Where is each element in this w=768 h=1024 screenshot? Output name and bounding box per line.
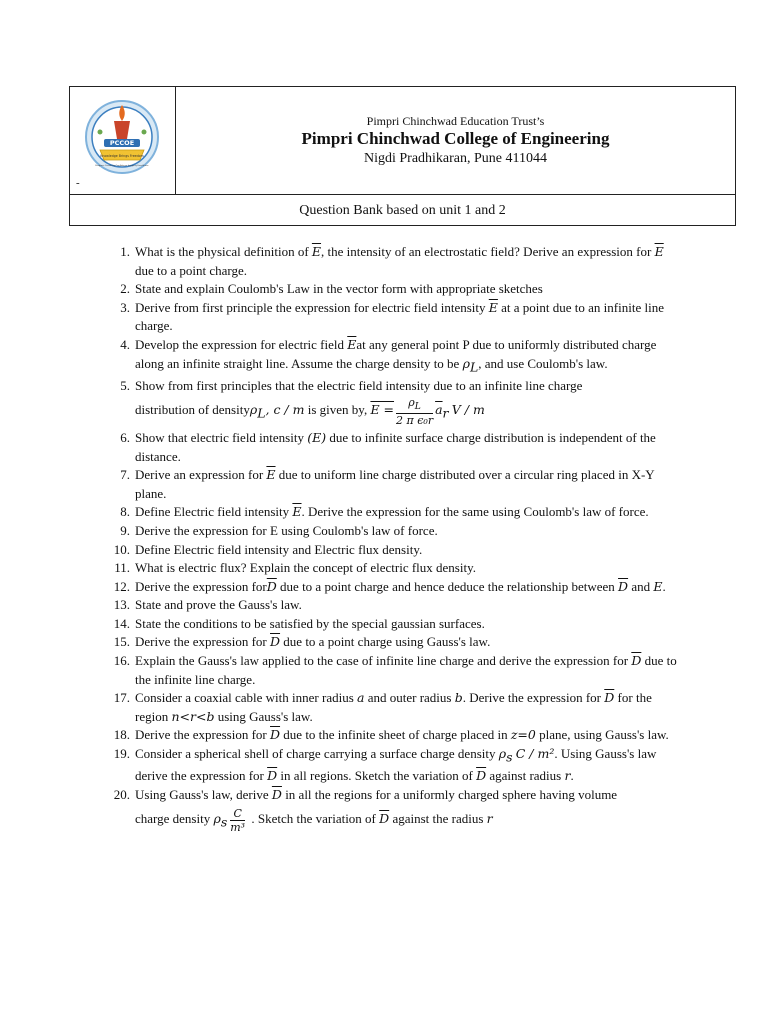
question-item: 9. Derive the expression for E using Coulomb's law of force. xyxy=(120,522,438,538)
question-item: 1. What is the physical definition of $\overline{E}$, the intensity of an electrostatic field? Derive an expression for $\overline{E}$ due to a point charge. xyxy=(120,244,664,278)
question-item: 7. Derive an expression for $\overline{E}$ due to uniform line charge distributed over a circular ring placed in X-Y plane. xyxy=(120,467,655,501)
question-item: 10. Define Electric field intensity and Electric flux density. xyxy=(113,541,423,557)
charge-density-fraction: $\frac{C}{\text{m³}}$ xyxy=(230,806,246,834)
question-bank-title: Question Bank based on unit 1 and 2 xyxy=(299,203,506,218)
question-list xyxy=(108,243,678,838)
formula-fraction: $\frac{\rho_L}{\text{2 π ϵ₀r}}$ xyxy=(396,395,434,427)
logo-cell xyxy=(70,87,176,194)
question-item: 18. Derive the expression for $\overline{D}$ due to the infinite sheet of charge placed in z=0 plane, using Gauss's law. xyxy=(113,727,669,743)
question-item: 12. Derive the expression $for\overline{D}$ due to a point charge and hence deduce the relationship between $\overline{D}$ and E. xyxy=(113,578,666,594)
logo-dash: - xyxy=(76,177,80,189)
question-item: 14. State the conditions to be satisfied by the special gaussian surfaces. xyxy=(113,615,485,631)
title-cell xyxy=(176,87,735,194)
question-item: 15. Derive the expression for $\overline{D}$ due to a point charge using Gauss's law. xyxy=(113,634,491,650)
question-item: 11. What is electric flux? Explain the concept of electric flux density. xyxy=(114,560,476,576)
header-table xyxy=(69,86,736,226)
question-item: 2. State and explain Coulomb's Law in the vector form with appropriate sketches xyxy=(120,281,543,297)
question-item: 16. Explain the Gauss's law applied to the case of infinite line charge and derive the expression for $\overline{D}$ due to the infinite line charge. xyxy=(113,653,677,687)
logo-tagline: Knowledge Brings Freedom xyxy=(100,154,144,158)
question-item: 17. Consider a coaxial cable with inner radius a and outer radius b. Derive the expression for $\overline{D}$ for the region n<r<b using Gauss's law. xyxy=(113,690,652,724)
question-item: 13. State and prove the Gauss's law. xyxy=(113,597,302,613)
college-address: Nigdi Pradhikaran, Pune 411044 xyxy=(363,151,547,166)
question-item: 6. Show that electric field intensity (E) due to infinite surface charge distribution is independent of the distance. xyxy=(120,429,656,464)
college-name: Pimpri Chinchwad College of Engineering xyxy=(301,129,610,148)
question-item: 4. Develop the expression for electric field $\overline{E}at$ any general point P due to uniformly distributed charge along an infinite straight line. Assume the charge density to be $\rho_L$, and use Coulomb's law. xyxy=(120,336,657,375)
trust-name: Pimpri Chinchwad Education Trust’s xyxy=(366,114,545,128)
question-item: 5. Show from first principles that the electric field intensity due to an infinite line charge distribution of densityρ$_L$, c / m is given by, E = $\frac{\rho_L}{\text{2 π ϵ₀r}}$ $\overline{a}_r$ V / m xyxy=(120,377,583,427)
question-item: 3. Derive from first principle the expression for electric field intensity $\overline{E}$ at a point due to an infinite line charge. xyxy=(120,299,664,334)
logo-text: PCCOE xyxy=(109,139,135,147)
question-item: 8. Define Electric field intensity $\overline{E}$. Derive the expression for the same using Coulomb's law of force. xyxy=(120,504,649,520)
question-item: 20. Using Gauss's law, derive $\overline{D}$ in all the regions for a uniformly charged sphere having volume charge density $\rho_s$ $\frac{C}{\text{m³}}$ . Sketch the variation of $\overline{D}$ against the radius r xyxy=(113,786,618,834)
logo-small-text: Progress Creativity Confidence Integrity Excellence xyxy=(95,165,149,167)
pccoe-logo xyxy=(70,87,175,194)
question-item: 19. Consider a spherical shell of charge carrying a surface charge density $\rho_s$ C / m². Using Gauss's law derive the expression for $\overline{D}$ in all regions. Sketch the variation of $\overline{D}$ against radius r. xyxy=(113,746,657,784)
